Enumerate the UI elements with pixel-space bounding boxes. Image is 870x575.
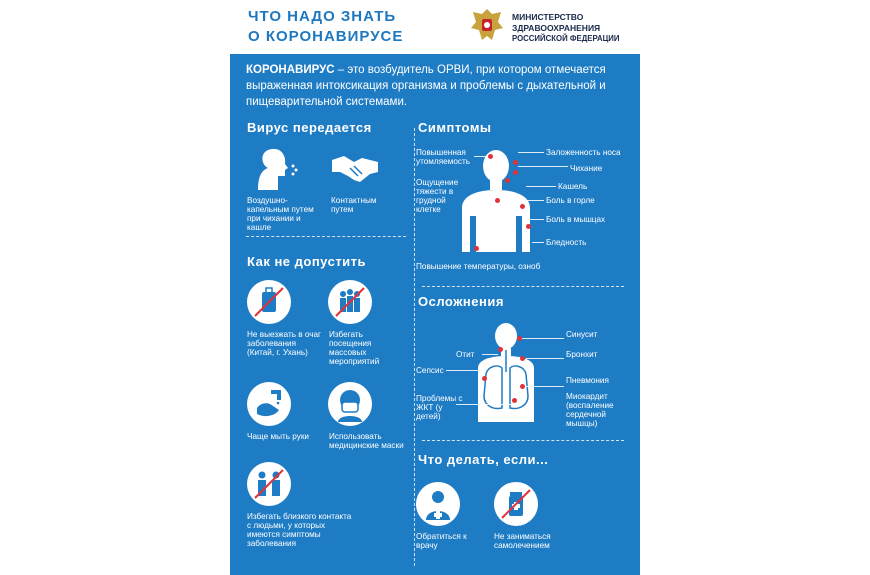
complication-dot xyxy=(512,398,517,403)
symptom-nose: Заложенность носа xyxy=(546,148,621,157)
complication-dot xyxy=(520,356,525,361)
symptom-pale: Бледность xyxy=(546,238,587,247)
leader-line xyxy=(526,358,564,359)
leader-line xyxy=(456,404,512,405)
ministry-line1: МИНИСТЕРСТВО xyxy=(512,12,584,22)
complication-dot xyxy=(520,384,525,389)
leader-line xyxy=(474,156,488,157)
leader-line xyxy=(526,219,544,220)
coat-of-arms-icon xyxy=(468,6,506,44)
leader-line xyxy=(518,166,568,167)
no-crowds-icon xyxy=(328,280,372,324)
divider-right-2 xyxy=(422,440,624,441)
symptoms-heading: Симптомы xyxy=(418,120,492,135)
ministry-line2: ЗДРАВООХРАНЕНИЯ xyxy=(512,23,601,33)
complication-gi: Проблемы с ЖКТ (у детей) xyxy=(416,394,463,421)
leader-line xyxy=(522,338,564,339)
symptom-sneeze: Чихание xyxy=(570,164,603,173)
leader-line xyxy=(482,354,498,355)
complication-dot xyxy=(482,376,487,381)
airborne-label: Воздушно-капельным путем при чихании и кашле xyxy=(247,196,314,232)
prevent-heading: Как не допустить xyxy=(247,254,367,269)
divider-right-1 xyxy=(422,286,624,287)
symptom-throat: Боль в горле xyxy=(546,196,595,205)
page-title-line1: ЧТО НАДО ЗНАТЬ xyxy=(248,8,397,25)
no-travel-label: Не выезжать в очаг заболевания (Китай, г. Ухань) xyxy=(247,330,322,357)
symptom-fever: Повышение температуры, озноб xyxy=(416,262,541,271)
symptom-dot xyxy=(495,198,500,203)
leader-line xyxy=(446,370,482,371)
complication-dot xyxy=(498,347,503,352)
complication-sepsis: Сепсис xyxy=(416,366,444,375)
transmission-heading: Вирус передается xyxy=(247,120,372,135)
leader-line xyxy=(526,186,556,187)
intro-text xyxy=(246,62,626,110)
poster xyxy=(230,54,640,575)
complication-otitis: Отит xyxy=(456,350,475,359)
todo-heading: Что делать, если... xyxy=(418,452,549,467)
doctor-icon xyxy=(416,482,460,526)
no-crowds-label: Избегать посещения массовых мероприятий xyxy=(329,330,380,366)
avoid-contact-icon xyxy=(247,462,291,506)
symptom-cough: Кашель xyxy=(558,182,588,191)
complication-sinusitis: Синусит xyxy=(566,330,598,339)
handshake-icon xyxy=(330,150,380,186)
leader-line xyxy=(526,200,544,201)
symptom-dot xyxy=(474,246,479,251)
no-self-medication-label: Не заниматься самолечением xyxy=(494,532,551,550)
sneezing-head-icon xyxy=(252,146,300,190)
symptom-muscles: Боль в мышцах xyxy=(546,215,606,224)
no-self-medication-icon xyxy=(494,482,538,526)
wash-hands-label: Чаще мыть руки xyxy=(247,432,309,441)
symptom-dot xyxy=(520,204,525,209)
symptom-dot xyxy=(526,224,531,229)
complication-pneumonia: Пневмония xyxy=(566,376,609,385)
doctor-label: Обратиться к врачу xyxy=(416,532,467,550)
symptom-fatigue: Повышенная утомляемость xyxy=(416,148,470,166)
leader-line xyxy=(532,242,544,243)
symptom-dot xyxy=(513,170,518,175)
divider-left-1 xyxy=(246,236,406,237)
contact-label: Контактным путем xyxy=(331,196,377,214)
no-travel-icon xyxy=(247,280,291,324)
intro-bold: КОРОНАВИРУС xyxy=(246,64,335,76)
wash-hands-icon xyxy=(247,382,291,426)
lungs-silhouette-icon xyxy=(474,322,538,422)
vertical-divider xyxy=(414,128,415,566)
symptom-chest: Ощущение тяжести в грудной клетке xyxy=(416,178,459,214)
mask-label: Использовать медицинские маски xyxy=(329,432,404,450)
avoid-contact-label: Избегать близкого контакта с людьми, у которых имеются симптомы заболевания xyxy=(247,512,352,548)
symptom-dot xyxy=(513,160,518,165)
leader-line xyxy=(526,386,564,387)
page-title-line2: О КОРОНАВИРУСЕ xyxy=(248,28,404,45)
mask-icon xyxy=(328,382,372,426)
leader-line xyxy=(518,152,544,153)
complications-heading: Осложнения xyxy=(418,294,504,309)
ministry-line3: РОССИЙСКОЙ ФЕДЕРАЦИИ xyxy=(512,34,620,43)
symptom-dot xyxy=(488,154,493,159)
symptom-dot xyxy=(505,178,510,183)
complication-bronchitis: Бронхит xyxy=(566,350,598,359)
complication-myocarditis: Миокардит (воспаление сердечной мышцы) xyxy=(566,392,614,428)
intro-rest: – это возбудитель ОРВИ, при котором отмечается выраженная интоксикация организма и проблемы с дыхательной и пищеварительной системами. xyxy=(246,64,606,108)
